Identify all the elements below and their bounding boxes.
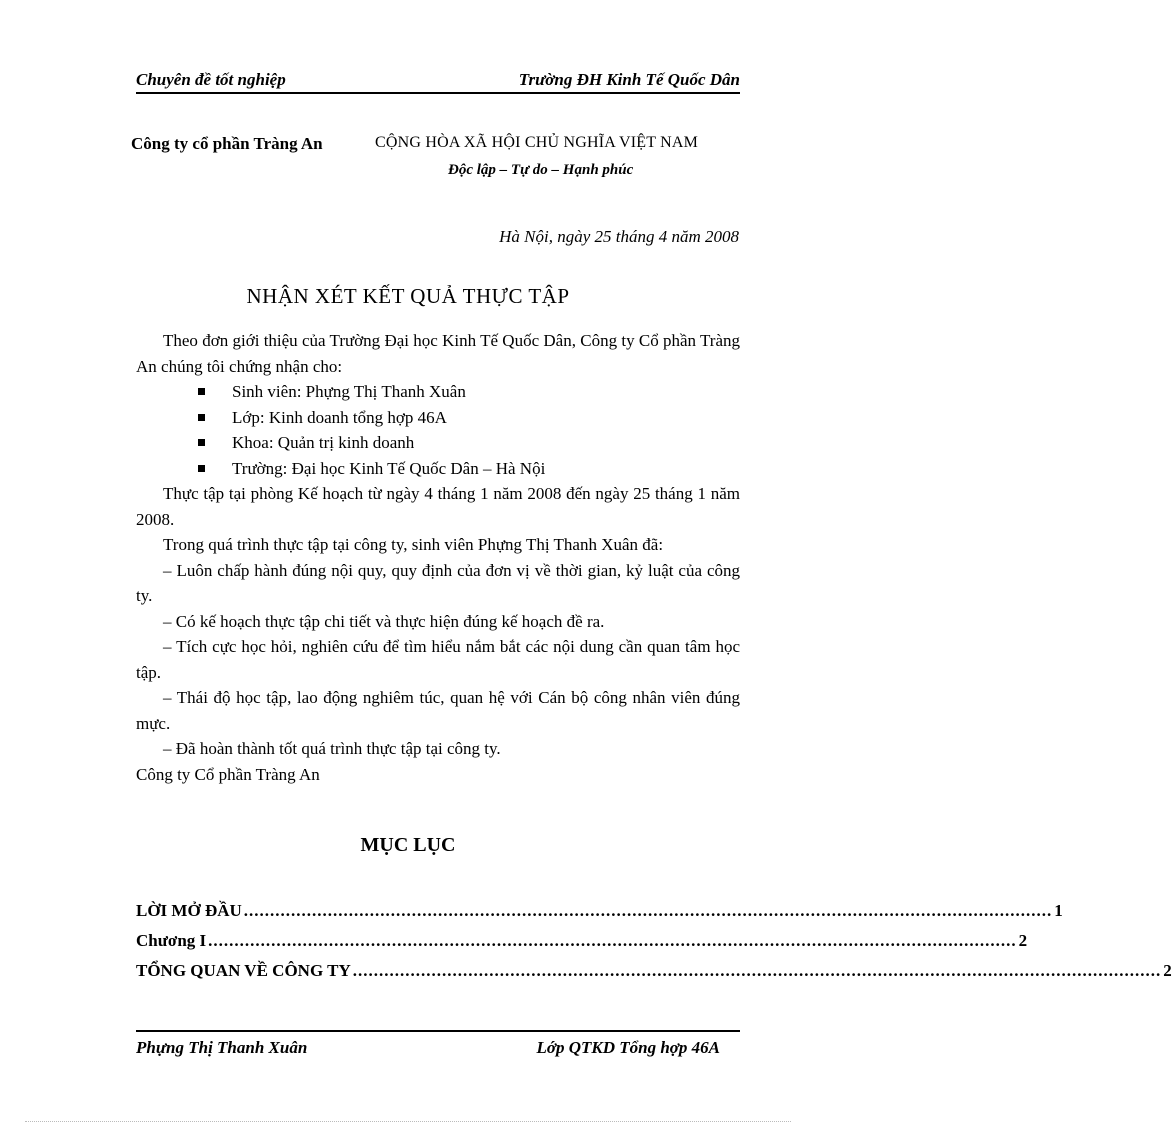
toc-leader-dots: .......................................................................................................................................................... <box>243 901 1053 920</box>
company-name: Công ty cổ phần Tràng An <box>131 134 323 153</box>
intro-paragraph: Theo đơn giới thiệu của Trường Đại học Kinh Tế Quốc Dân, Công ty Cổ phần Tràng An chúng tôi chứng nhận cho: <box>136 331 740 376</box>
national-motto: Độc lập – Tự do – Hạnh phúc <box>448 162 634 178</box>
assessment-item: – Đã hoàn thành tốt quá trình thực tập tại công ty. <box>163 739 501 758</box>
toc-leader-dots: .......................................................................................................................................................... <box>352 961 1162 980</box>
bullet-square-icon <box>198 388 205 395</box>
list-item: Sinh viên: Phựng Thị Thanh Xuân <box>136 379 740 405</box>
list-item: Lớp: Kinh doanh tổng hợp 46A <box>136 405 740 431</box>
assessment-item: – Có kế hoạch thực tập chi tiết và thực hiện đúng kế hoạch đề ra. <box>163 611 605 631</box>
page-footer <box>136 1030 740 1062</box>
document-body <box>136 328 740 787</box>
table-of-contents <box>136 901 1172 991</box>
assessment-item: – Thái độ học tập, lao động nghiêm túc, quan hệ với Cán bộ công nhân viên đúng mực. <box>136 688 740 733</box>
toc-entry-chapter-1[interactable] <box>136 931 1028 961</box>
list-item: Trường: Đại học Kinh Tế Quốc Dân – Hà Nội <box>136 456 740 482</box>
page-bottom-edge <box>25 1121 791 1122</box>
bullet-square-icon <box>198 465 205 472</box>
toc-entry-label: LỜI MỞ ĐẦU <box>136 901 242 920</box>
republic-heading: CỘNG HÒA XÃ HỘI CHỦ NGHĨA VIỆT NAM <box>375 134 699 151</box>
toc-entry-page: 2 <box>1018 931 1028 950</box>
header-right: Trường ĐH Kinh Tế Quốc Dân <box>518 70 740 89</box>
student-info-list <box>136 379 740 481</box>
assessment-item: – Luôn chấp hành đúng nội quy, quy định của đơn vị về thời gian, kỷ luật của công ty. <box>136 560 740 605</box>
process-intro-paragraph: Trong quá trình thực tập tại công ty, sinh viên Phựng Thị Thanh Xuân đã: <box>163 535 664 554</box>
page-header <box>136 70 740 94</box>
internship-paragraph: Thực tập tại phòng Kế hoạch từ ngày 4 tháng 1 năm 2008 đến ngày 25 tháng 1 năm 2008. <box>136 484 740 529</box>
bullet-square-icon <box>198 439 205 446</box>
list-item: Khoa: Quản trị kinh doanh <box>136 430 740 456</box>
toc-entry-label: TỔNG QUAN VỀ CÔNG TY <box>136 961 351 980</box>
document-title: NHẬN XÉT KẾT QUẢ THỰC TẬP <box>246 284 570 308</box>
toc-entry-intro[interactable] <box>136 901 1063 931</box>
toc-entry-overview[interactable] <box>136 961 1172 991</box>
footer-right: Lớp QTKD Tổng hợp 46A <box>536 1038 720 1057</box>
toc-entry-label: Chương I <box>136 931 207 950</box>
toc-entry-page: 2 <box>1163 961 1172 980</box>
bullet-square-icon <box>198 414 205 421</box>
toc-entry-page: 1 <box>1054 901 1063 920</box>
toc-title: MỤC LỤC <box>360 834 456 856</box>
date-line: Hà Nội, ngày 25 tháng 4 năm 2008 <box>499 227 739 246</box>
footer-left: Phựng Thị Thanh Xuân <box>136 1038 308 1057</box>
header-left: Chuyên đề tốt nghiệp <box>136 70 286 89</box>
signer-line: Công ty Cổ phần Tràng An <box>136 764 320 784</box>
toc-leader-dots: .......................................................................................................................................................... <box>208 931 1017 950</box>
assessment-item: – Tích cực học hỏi, nghiên cứu để tìm hiểu nắm bắt các nội dung cần quan tâm học tập. <box>136 637 740 682</box>
